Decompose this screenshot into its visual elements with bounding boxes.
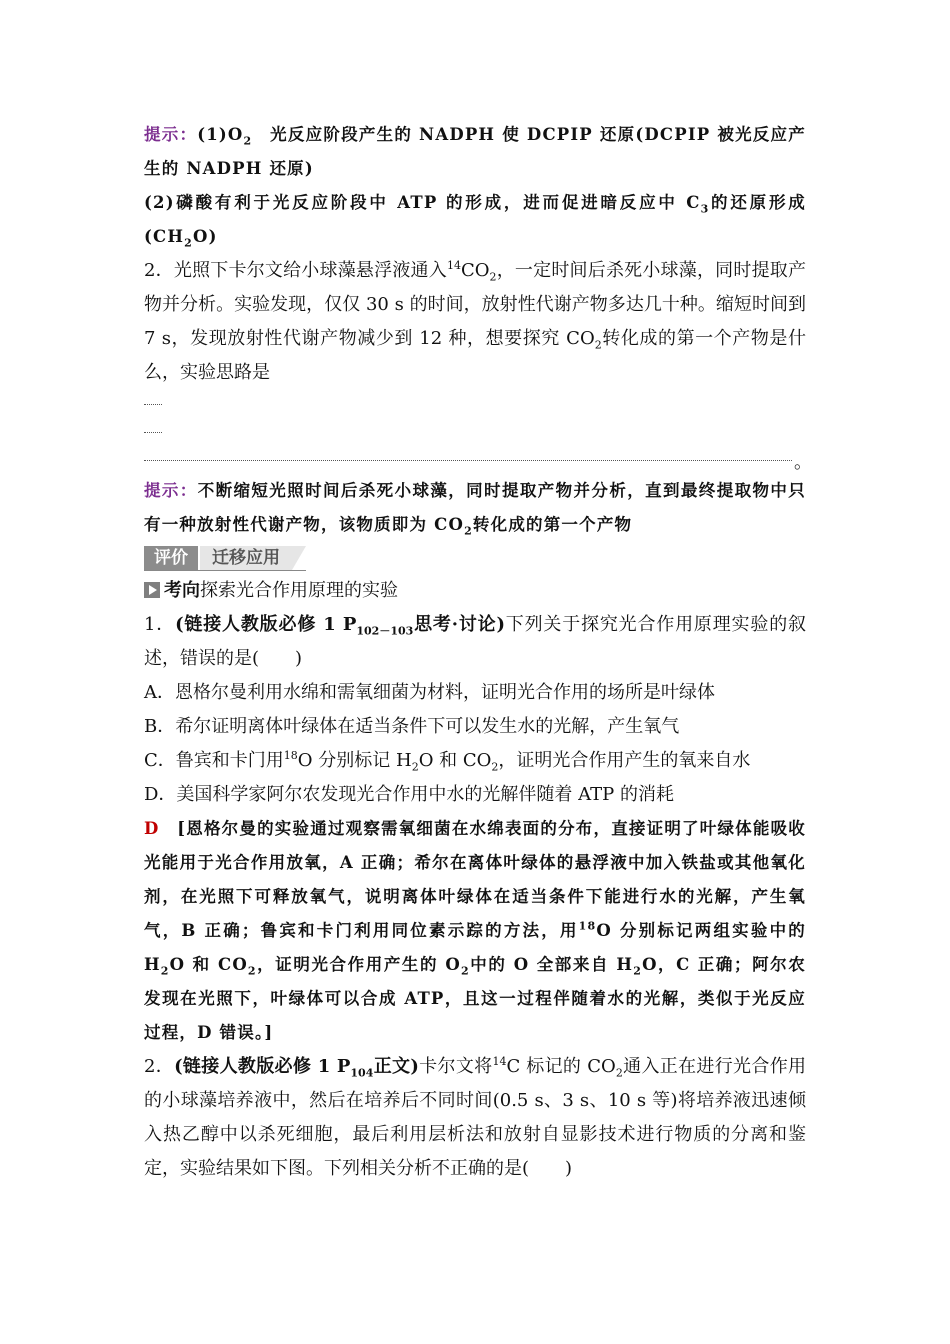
- question-number: 2．: [144, 1056, 175, 1077]
- hint-1-part-2: [144, 186, 806, 254]
- question-2-practice: [144, 1050, 806, 1186]
- superscript: 14: [492, 1055, 507, 1068]
- subscript: 2: [461, 964, 470, 978]
- subscript: 2: [489, 270, 497, 284]
- direction-title: 探索光合作用原理的实验: [200, 580, 398, 601]
- superscript: 18: [283, 749, 298, 762]
- subscript: 2: [411, 760, 419, 774]
- hint-text: O): [193, 227, 218, 246]
- subscript: 102－103: [356, 624, 414, 638]
- hint-text: (2)磷酸有利于光反应阶段中 ATP 的形成，进而促进暗反应中 C: [144, 193, 701, 212]
- question-text: 2．光照下卡尔文给小球藻悬浮液通入: [144, 260, 447, 281]
- reference: (链接人教版必修 1 P: [175, 614, 357, 635]
- explanation-text: O，C 正确；阿尔农发现在光照下，叶绿体可以合成 ATP，且这一过程伴随着水的光解，类似于光反应过程，D 错误。]: [144, 955, 806, 1042]
- option-text: C．鲁宾和卡门用: [144, 750, 284, 771]
- question-text: CO: [460, 260, 490, 281]
- section-banner: [144, 544, 806, 574]
- subscript: 2: [491, 760, 499, 774]
- question-text: C 标记的 CO: [506, 1056, 616, 1077]
- question-text: 转化成的第一个产物是什么，实验思路是: [144, 328, 806, 383]
- question-text: 通入正在进行光合作用的小球藻培养液中，然后在培养后不同时间(0.5 s、3 s、10 s 等)将培养液迅速倾入热乙醇中以杀死细胞，最后利用层析法和放射自显影技术进行物质的分离和鉴定，实验结果如下图。下列相关分析不正确的是( ): [144, 1056, 807, 1179]
- subscript: 2: [247, 964, 257, 978]
- hint-label: 提示：: [144, 481, 198, 500]
- option-c[interactable]: [144, 744, 806, 778]
- explanation-text: O 分别标记两组实验中的 H: [144, 921, 806, 974]
- hint-text: 光反应阶段产生的 NADPH 使 DCPIP 还原(DCPIP 被光反应产生的 NADPH 还原): [144, 125, 806, 178]
- hint-text: 不断缩短光照时间后杀死小球藻，同时提取产物并分析，直到最终提取物中只有一种放射性代谢产物，该物质即为 CO: [144, 481, 806, 534]
- subscript: 2: [160, 964, 170, 978]
- subscript: 2: [615, 1066, 623, 1080]
- hint-text: 转化成的第一个产物: [472, 515, 633, 534]
- superscript: 14: [446, 259, 461, 272]
- question-2: [144, 254, 806, 390]
- answer-blank-line[interactable]: [144, 418, 806, 446]
- explanation-text: ，证明光合作用产生的 O: [256, 955, 462, 974]
- banner-underline: [144, 570, 306, 571]
- option-text: O 分别标记 H: [297, 750, 412, 771]
- reference: 思考·讨论): [413, 614, 505, 635]
- reference: 正文): [373, 1056, 419, 1077]
- subscript: 3: [700, 202, 710, 216]
- option-d[interactable]: D．美国科学家阿尔农发现光合作用中水的光解伴随着 ATP 的消耗: [144, 784, 675, 805]
- question-text: ，一定时间后杀死小球藻，同时提取产物并分析。实验发现，仅仅 30 s 的时间，放射性代谢产物多达几十种。缩短时间到 7 s，发现放射性代谢产物减少到 12 种，想要探究 CO: [144, 260, 807, 349]
- answer-blank-line[interactable]: [144, 446, 812, 474]
- question-number: 1．: [144, 614, 176, 635]
- option-text: ，证明光合作用产生的氧来自水: [498, 750, 751, 771]
- explanation-text: O 和 CO: [169, 955, 248, 974]
- superscript: 18: [578, 919, 597, 933]
- direction-heading: [144, 574, 806, 608]
- hint-text: 的还原形成(CH: [144, 193, 806, 246]
- answer-letter: D: [144, 819, 160, 838]
- question-stem: 下列关于探究光合作用原理实验的叙述，错误的是( ): [144, 614, 807, 669]
- subscript: 2: [594, 338, 602, 352]
- subscript: 2: [464, 524, 473, 538]
- banner-tail: [292, 546, 306, 570]
- subscript: 2: [184, 236, 193, 250]
- option-b[interactable]: B．希尔证明离体叶绿体在适当条件下可以发生水的光解，产生氧气: [144, 716, 680, 737]
- explanation-text: [恩格尔曼的实验通过观察需氧细菌在水绵表面的分布，直接证明了叶绿体能吸收光能用于光合作用放氧，A 正确；希尔在离体叶绿体的悬浮液中加入铁盐或其他氧化剂，在光照下可释放氧气，说明离体叶绿体在适当条件下能进行水的光解，产生氧气，B 正确；鲁宾和卡门利用同位素示踪的方法，用: [144, 819, 806, 940]
- explanation-text: 中的 O 全部来自 H: [469, 955, 634, 974]
- answer-explanation: [144, 812, 806, 1050]
- option-text: O 和 CO: [418, 750, 492, 771]
- question-text: 卡尔文将: [418, 1056, 493, 1077]
- subscript: 2: [243, 134, 253, 148]
- hint-2: [144, 474, 806, 542]
- subscript: 2: [633, 964, 643, 978]
- period-mark: 。: [794, 452, 812, 473]
- play-icon: [144, 582, 160, 598]
- subscript: 104: [350, 1066, 374, 1080]
- hint-label: 提示：: [144, 125, 198, 144]
- option-a[interactable]: A．恩格尔曼利用水绵和需氧细菌为材料，证明光合作用的场所是叶绿体: [144, 682, 715, 703]
- hint-text: (1)O: [197, 125, 244, 144]
- answer-blank-line[interactable]: [144, 390, 806, 418]
- banner-part-2: 迁移应用: [200, 546, 292, 570]
- reference: (链接人教版必修 1 P: [174, 1056, 351, 1077]
- hint-1: [144, 118, 806, 186]
- page-content: [144, 118, 812, 1186]
- banner-part-1: 评价: [144, 546, 198, 570]
- question-1: [144, 608, 806, 676]
- direction-label: 考向: [164, 580, 200, 601]
